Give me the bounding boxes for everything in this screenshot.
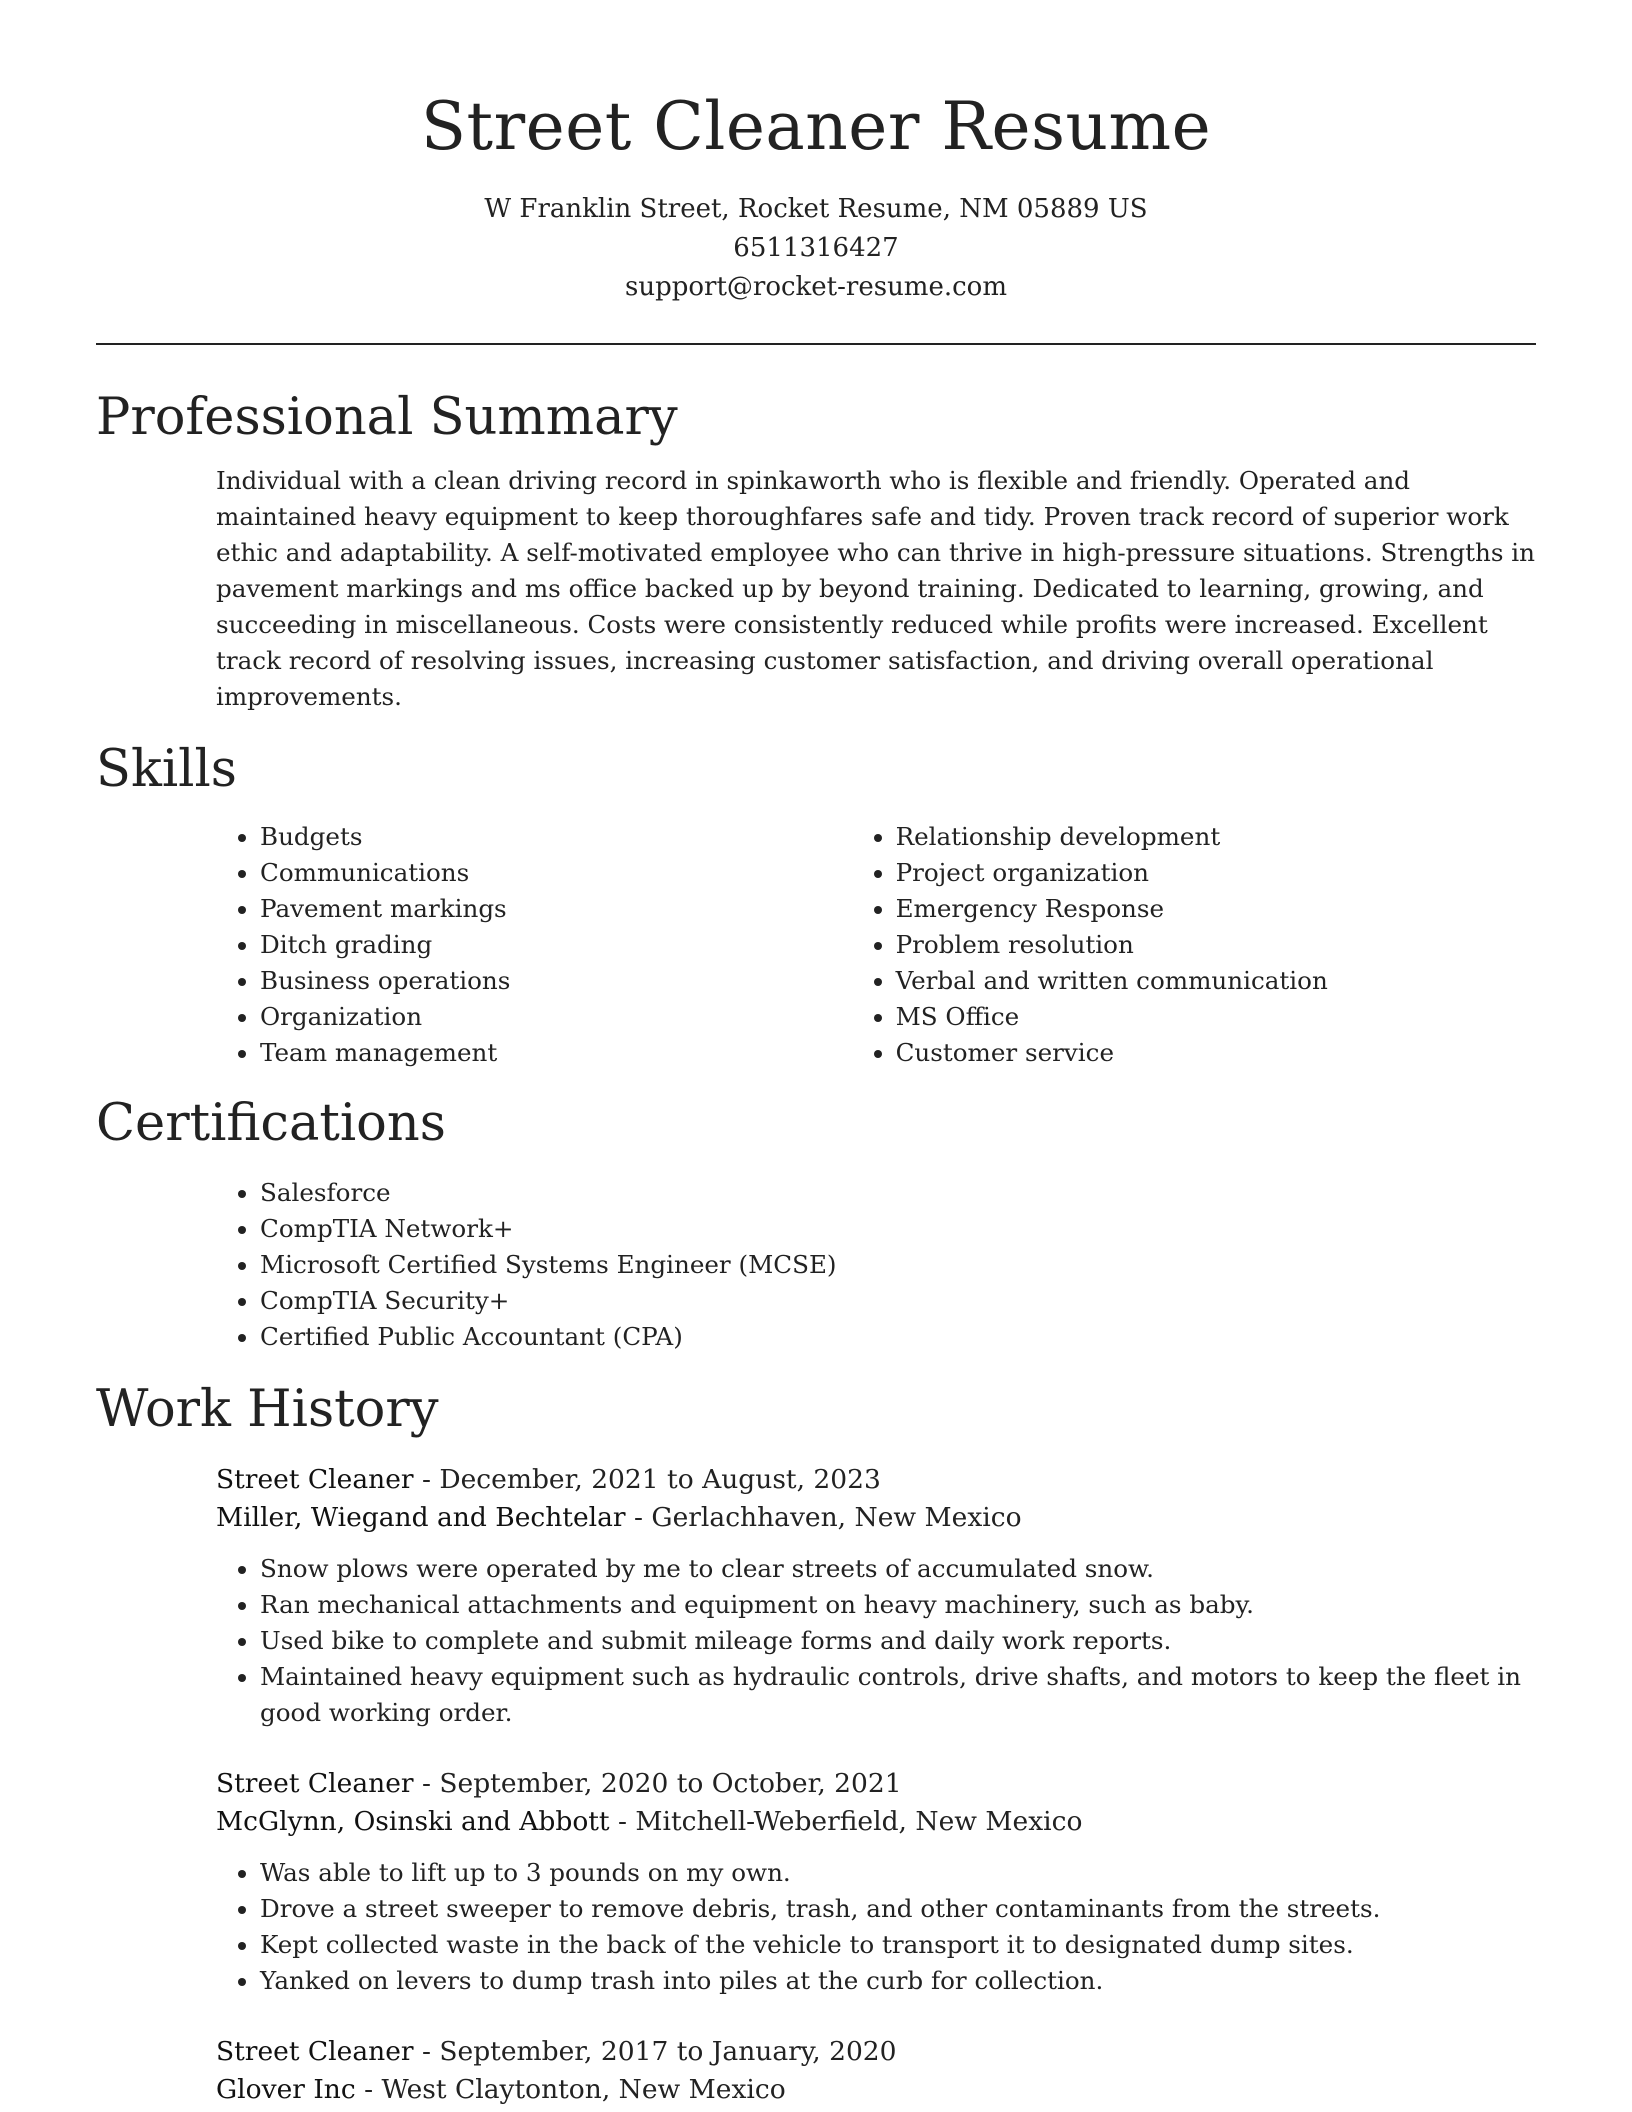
header-divider (96, 343, 1536, 345)
job-dates: - September, 2020 to October, 2021 (413, 1768, 902, 1799)
job-entry (216, 1765, 1536, 1999)
certification-item: • Salesforce (260, 1175, 1536, 1211)
job-role: Street Cleaner (216, 2036, 414, 2067)
job-duty-item: • Snow plows were operated by me to clear streets of accumulated snow. (260, 1551, 1536, 1587)
job-duty-item: • Used bike to complete and submit mileage forms and daily work reports. (260, 1623, 1536, 1659)
skill-item: • Relationship development (896, 819, 1536, 855)
certifications-list (216, 1175, 1536, 1355)
skill-item: • Team management (260, 1035, 852, 1071)
certification-item: • Microsoft Certified Systems Engineer (MCSE) (260, 1247, 1536, 1283)
job-duty-item: • Ran mechanical attachments and equipment on heavy machinery, such as baby. (260, 1587, 1536, 1623)
job-duties-list (216, 1551, 1536, 1731)
work-history-heading: Work History (96, 1380, 439, 1439)
job-duty-item: • Yanked on levers to dump trash into piles at the curb for collection. (260, 1963, 1536, 1999)
skills-heading: Skills (96, 740, 237, 799)
contact-block (0, 190, 1632, 307)
skill-item: • Organization (260, 999, 852, 1035)
job-duty-item: • Was able to lift up to 3 pounds on my own. (260, 1855, 1536, 1891)
skills-columns (216, 819, 1536, 1071)
skill-item: • Budgets (260, 819, 852, 855)
resume-header (0, 0, 1632, 307)
job-company-line (216, 1803, 1536, 1841)
job-dates: - September, 2017 to January, 2020 (413, 2036, 897, 2067)
skill-item: • MS Office (896, 999, 1536, 1035)
skill-item: • Pavement markings (260, 891, 852, 927)
skill-item: • Problem resolution (896, 927, 1536, 963)
job-duties-list (216, 1855, 1536, 1999)
resume-title: Street Cleaner Resume (420, 88, 1212, 165)
skill-item: • Ditch grading (260, 927, 852, 963)
job-location: - West Claytonton, New Mexico (355, 2074, 786, 2105)
job-location: - Gerlachhaven, New Mexico (625, 1502, 1022, 1533)
job-title-line (216, 2033, 1536, 2071)
certifications-block (216, 1175, 1536, 1355)
certification-item: • Certified Public Accountant (CPA) (260, 1319, 1536, 1355)
job-entry (216, 1461, 1536, 1731)
job-company-line (216, 1499, 1536, 1537)
skill-item: • Customer service (896, 1035, 1536, 1071)
skills-list-left (216, 819, 852, 1071)
certification-item: • CompTIA Network+ (260, 1211, 1536, 1247)
job-company: Miller, Wiegand and Bechtelar (216, 1502, 626, 1533)
skills-column-left (216, 819, 852, 1071)
skills-column-right (852, 819, 1536, 1071)
certification-item: • CompTIA Security+ (260, 1283, 1536, 1319)
skill-item: • Communications (260, 855, 852, 891)
job-role: Street Cleaner (216, 1768, 414, 1799)
skill-item: • Verbal and written communication (896, 963, 1536, 999)
job-location: - Mitchell-Weberfield, New Mexico (609, 1806, 1083, 1837)
skill-item: • Emergency Response (896, 891, 1536, 927)
job-role: Street Cleaner (216, 1464, 414, 1495)
contact-address: W Franklin Street, Rocket Resume, NM 05889 US (484, 194, 1148, 224)
contact-phone: 6511316427 (733, 233, 899, 263)
job-company: McGlynn, Osinski and Abbott (216, 1806, 610, 1837)
skills-list-right (852, 819, 1536, 1071)
skill-item: • Project organization (896, 855, 1536, 891)
job-title-line (216, 1461, 1536, 1499)
job-company: Glover Inc (216, 2074, 356, 2105)
summary-heading: Professional Summary (96, 388, 678, 447)
skill-item: • Business operations (260, 963, 852, 999)
summary-text: Individual with a clean driving record in spinkaworth who is flexible and friendly. Operated and maintained heavy equipment to keep thoroughfares safe and tidy. Proven track record of superior work ethic and adaptability. A self-motivated employee who can thrive in high-pressure situations. Strengths in pavement markings and ms office backed up by beyond training. Dedicated to learning, growing, and succeeding in miscellaneous. Costs were consistently reduced while profits were increased. Excellent track record of resolving issues, increasing customer satisfaction, and driving overall operational improvements. (216, 466, 1535, 711)
job-title-line (216, 1765, 1536, 1803)
job-duty-item: • Drove a street sweeper to remove debris, trash, and other contaminants from the streets. (260, 1891, 1536, 1927)
contact-email: support@rocket-resume.com (624, 272, 1007, 302)
job-entry (216, 2033, 1536, 2109)
certifications-heading: Certifications (96, 1094, 446, 1153)
job-duty-item: • Kept collected waste in the back of the vehicle to transport it to designated dump sites. (260, 1927, 1536, 1963)
job-company-line (216, 2071, 1536, 2109)
job-duty-item: • Maintained heavy equipment such as hydraulic controls, drive shafts, and motors to keep the fleet in good working order. (260, 1659, 1536, 1731)
job-dates: - December, 2021 to August, 2023 (413, 1464, 881, 1495)
